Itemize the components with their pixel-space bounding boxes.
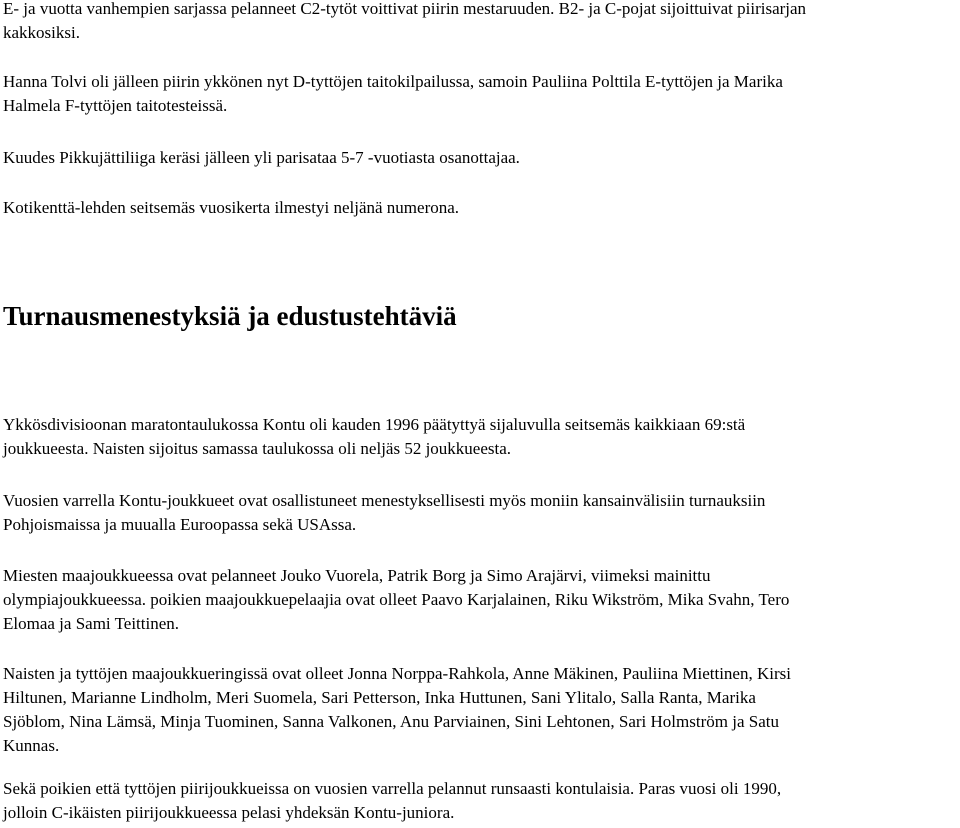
text-line: Sjöblom, Nina Lämsä, Minja Tuominen, Sanna Valkonen, Anu Parviainen, Sini Lehtonen, Sari Holmström ja Satu (3, 712, 779, 731)
text-line: Miesten maajoukkueessa ovat pelanneet Jouko Vuorela, Patrik Borg ja Simo Arajärvi, viimeksi mainittu (3, 566, 711, 585)
text-line: Pohjoismaissa ja muualla Euroopassa sekä USAssa. (3, 515, 357, 534)
text-line: jolloin C-ikäisten piirijoukkueessa pelasi yhdeksän Kontu-juniora. (3, 803, 455, 822)
paragraph-miesten-maajoukkue (3, 564, 789, 636)
paragraph-pikkujattiliiga (3, 146, 520, 170)
text-line: Vuosien varrella Kontu-joukkueet ovat osallistuneet menestyksellisesti myös moniin kansainvälisiin turnauksiin (3, 491, 766, 510)
paragraph-c2-girls (3, 0, 806, 45)
text-line: Hiltunen, Marianne Lindholm, Meri Suomela, Sari Petterson, Inka Huttunen, Sani Ylitalo, Salla Ranta, Marika (3, 688, 756, 707)
paragraph-kotikentta (3, 196, 459, 220)
text-line: Elomaa ja Sami Teittinen. (3, 614, 180, 633)
text-line: kakkosiksi. (3, 23, 80, 42)
paragraph-hanna-tolvi (3, 70, 783, 118)
paragraph-vuosien-varrella (3, 489, 765, 537)
section-heading: Turnausmenestyksiä ja edustustehtäviä (3, 301, 457, 331)
text-line: Naisten ja tyttöjen maajoukkueringissä ovat olleet Jonna Norppa-Rahkola, Anne Mäkinen, Pauliina Miettinen, Kirsi (3, 664, 791, 683)
text-line: Ykkösdivisioonan maratontaulukossa Kontu oli kauden 1996 päätyttyä sijaluvulla seitsemäs kaikkiaan 69:stä (3, 415, 746, 434)
text-line: E- ja vuotta vanhempien sarjassa pelanneet C2-tytöt voittivat piirin mestaruuden. B2- ja C-pojat sijoittuivat piirisarjan (3, 0, 807, 18)
text-line: Kunnas. (3, 736, 60, 755)
text-line: Kuudes Pikkujättiliiga keräsi jälleen yli parisataa 5-7 -vuotiasta osanottajaa. (3, 148, 520, 167)
text-line: olympiajoukkueessa. poikien maajoukkuepelaajia ovat olleet Paavo Karjalainen, Riku Wikström, Mika Svahn, Tero (3, 590, 790, 609)
paragraph-ykkosdivisioona (3, 413, 745, 461)
paragraph-naisten-maajoukkue (3, 662, 791, 758)
text-line: Kotikenttä-lehden seitsemäs vuosikerta ilmestyi neljänä numerona. (3, 198, 460, 217)
text-line: joukkueesta. Naisten sijoitus samassa taulukossa oli neljäs 52 joukkueesta. (3, 439, 512, 458)
paragraph-piirijoukkueet (3, 777, 781, 825)
text-line: Hanna Tolvi oli jälleen piirin ykkönen nyt D-tyttöjen taitokilpailussa, samoin Pauliina Polttila E-tyttöjen ja Marika (3, 72, 783, 91)
text-line: Sekä poikien että tyttöjen piirijoukkueissa on vuosien varrella pelannut runsaasti kontulaisia. Paras vuosi oli 1990, (3, 779, 782, 798)
text-line: Halmela F-tyttöjen taitotesteissä. (3, 96, 228, 115)
